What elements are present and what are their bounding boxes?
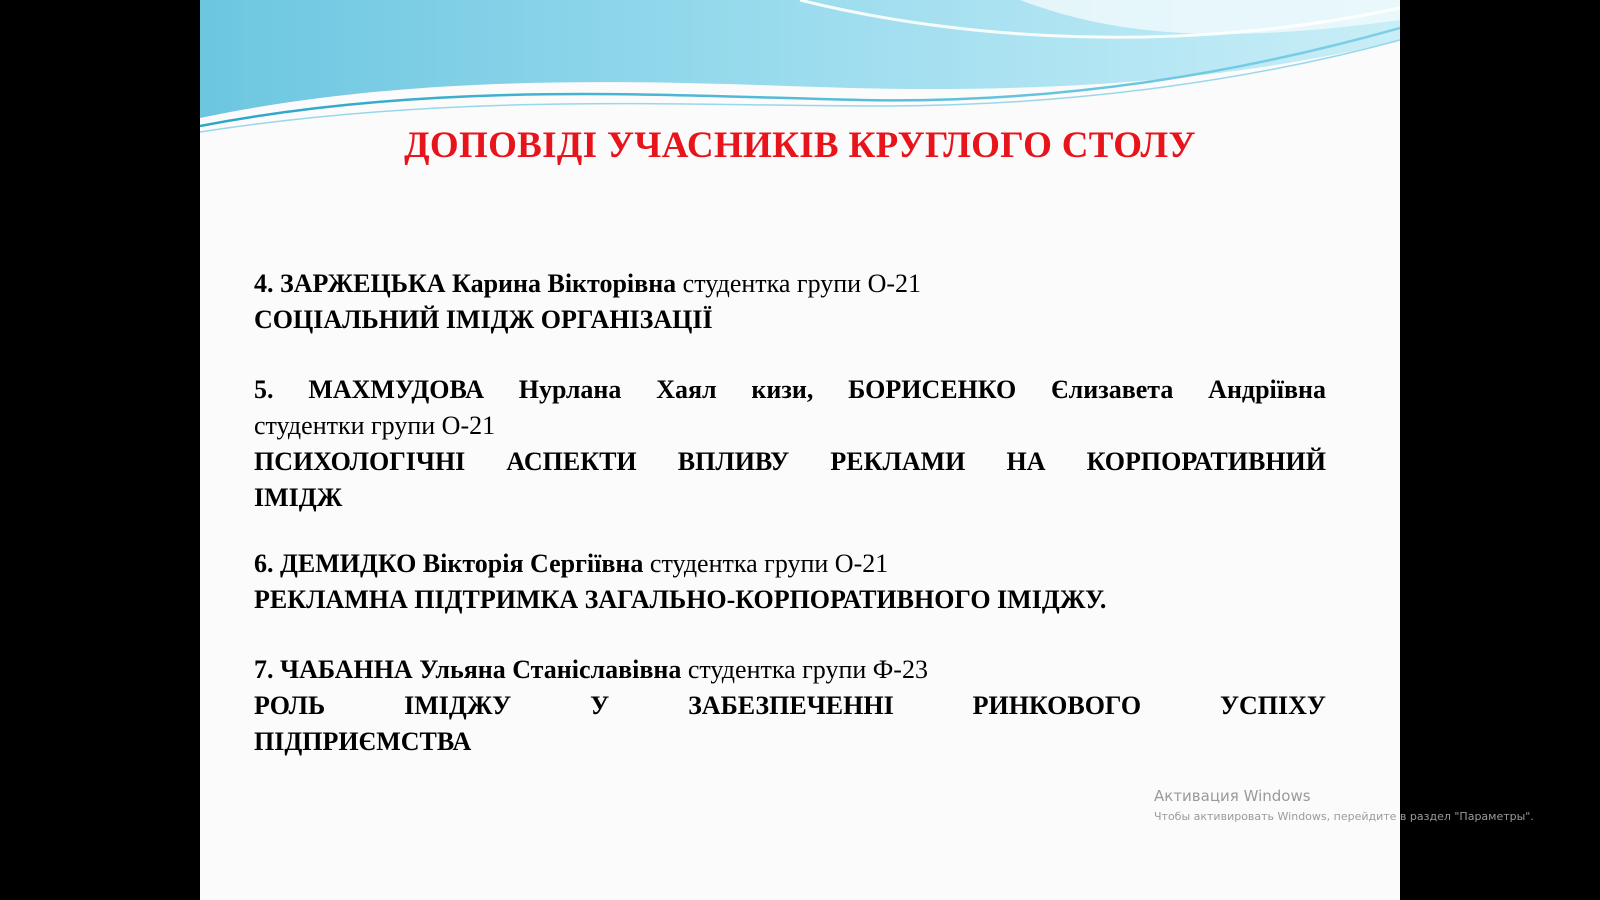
- windows-activation-watermark: [1154, 787, 1534, 823]
- report-topic: РЕКЛАМНА ПІДТРИМКА ЗАГАЛЬНО-КОРПОРАТИВНОГО ІМІДЖУ.: [254, 585, 1107, 614]
- speaker-line: [254, 266, 1326, 302]
- speaker-line: [254, 652, 1326, 688]
- report-topic-line2: ІМІДЖ: [254, 483, 343, 512]
- report-topic-line2: ПІДПРИЄМСТВА: [254, 727, 472, 756]
- list-item: [254, 372, 1326, 516]
- reports-list: [254, 266, 1326, 760]
- decorative-wave-header: [200, 0, 1400, 140]
- list-item: [254, 652, 1326, 760]
- presentation-slide: [200, 0, 1400, 900]
- item-number: 5.: [254, 375, 274, 404]
- slide-title: ДОПОВІДІ УЧАСНИКІВ КРУГЛОГО СТОЛУ: [404, 125, 1196, 166]
- speaker-line: [254, 372, 1326, 408]
- item-number: 4.: [254, 269, 274, 298]
- speaker-names: МАХМУДОВА Нурлана Хаял кизи, БОРИСЕНКО Єлизавета Андріївна: [308, 375, 1327, 404]
- speaker-role: студентка групи Ф-23: [687, 655, 928, 684]
- report-topic-line1: РОЛЬ ІМІДЖУ У ЗАБЕЗПЕЧЕННІ РИНКОВОГО УСПІХУ: [254, 691, 1326, 720]
- list-item: [254, 266, 1326, 338]
- speaker-names: ДЕМИДКО Вікторія Сергіївна: [280, 549, 644, 578]
- speaker-role: студентки групи О-21: [254, 411, 496, 440]
- speaker-role: студентка групи О-21: [649, 549, 889, 578]
- watermark-title: Активация Windows: [1154, 787, 1311, 805]
- speaker-role: студентка групи О-21: [682, 269, 922, 298]
- watermark-subtitle: Чтобы активировать Windows, перейдите в раздел "Параметры".: [1154, 810, 1534, 823]
- speaker-names: ЗАРЖЕЦЬКА Карина Вікторівна: [280, 269, 677, 298]
- item-number: 7.: [254, 655, 274, 684]
- speaker-names: ЧАБАННА Ульяна Станіславівна: [280, 655, 682, 684]
- item-number: 6.: [254, 549, 274, 578]
- speaker-line: [254, 546, 1326, 582]
- report-topic: СОЦІАЛЬНИЙ ІМІДЖ ОРГАНІЗАЦІЇ: [254, 305, 713, 334]
- list-item: [254, 546, 1326, 618]
- report-topic-line1: ПСИХОЛОГІЧНІ АСПЕКТИ ВПЛИВУ РЕКЛАМИ НА КОРПОРАТИВНИЙ: [254, 447, 1326, 476]
